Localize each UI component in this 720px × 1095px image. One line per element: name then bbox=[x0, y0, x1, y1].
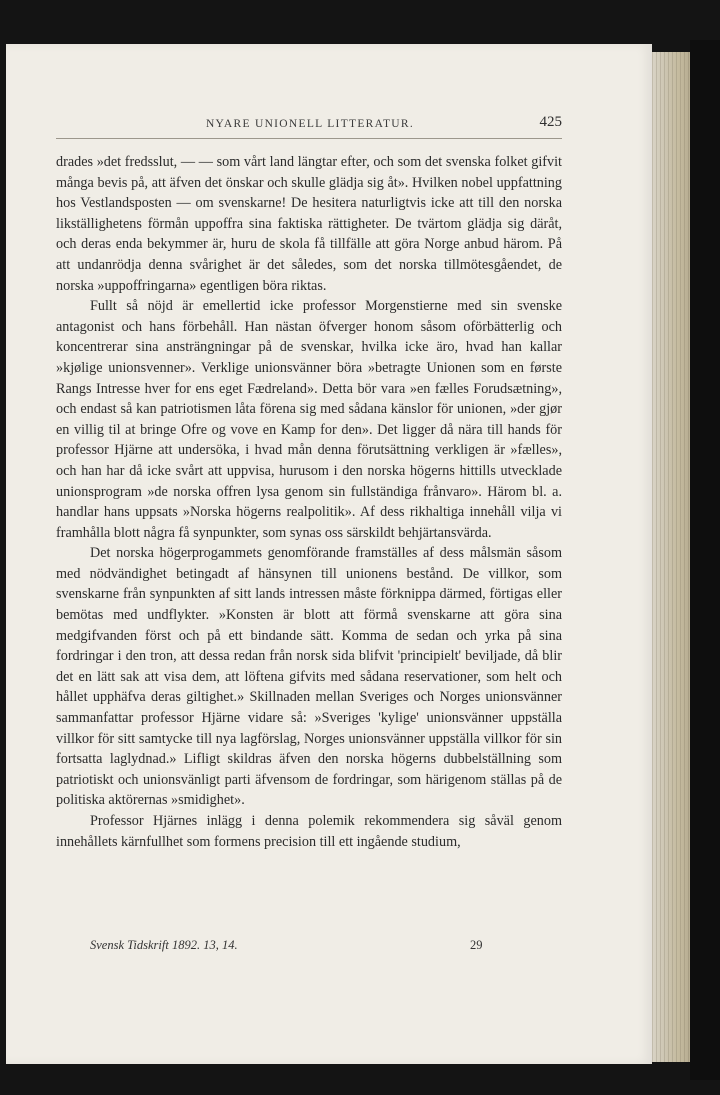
page-block-lines bbox=[652, 52, 690, 1062]
running-head: NYARE UNIONELL LITTERATUR. bbox=[205, 118, 415, 130]
paragraph: Fullt så nöjd är emellertid icke professor Morgenstierne med sin svenske antagonist och hans förbehåll. Han nästan öfverger honom såsom oförbätterlig och koncentrerar sina ansträngningar på de svenskar, hvilka icke äro, hvad han kallar »kjølige unionsvenner». Verklige unionsvänner böra »betragte Unionen som en første Rangs Intresse hver for ens eget Fædreland». Detta bör vara »en fælles Forudsætning», och endast så kan patriotismen låta förena sig med sådana känslor för unionen, »der gjør en villig til at bringe Ofre og vove en Kamp for den». Det ligger då nära till hands för professor Hjärne att undersöka, i hvad mån denna förutsättning verkligen är »fælles», och han har då icke svårt att uppvisa, hurusom i den norska högerns hittills utvecklade unionsprogram »de norska offren lysa genom sin fullständiga frånvaro». Härom bl. a. handlar hans uppsats »Norska högerns realpolitik». Af dess rikhaltiga innehåll vilja vi framhålla blott några få synpunkter, som synas oss särskildt behjärtansvärda. bbox=[56, 298, 562, 541]
signature-mark: 29 bbox=[470, 938, 483, 952]
header-rule bbox=[56, 138, 562, 139]
page-number: 425 bbox=[539, 114, 562, 130]
journal-footer: Svensk Tidskrift 1892. 13, 14. bbox=[90, 938, 238, 952]
paragraph: Det norska högerprogammets genomförande framställes af dess målsmän såsom med nödvändighet betingadt af hänsynen till unionens bestånd. De villkor, som svenskarne från synpunkten af sitt lands intressen måste förknippa därmed, förtigas eller bemötas med undflykter. »Konsten är blott att förmå svenskarne att göra sina medgifvanden först och på ett bindande sätt. Komma de sedan och yrka på sina fordringar i den tron, att dessa redan från norsk sida blifvit 'principielt' beviljade, då blir det en lätt sak att visa dem, att löftena gifvits med sådana reservationer, som helt och hållet upphäfva deras giltighet.» Skillnaden mellan Sveriges och Norges unionsvänner sammanfattar professor Hjärne vidare så: »Sveriges 'kylige' unionsvänner uppställa villkor för sitt samtycke till nya lagförslag, Norges unionsvänner uppställa villkor för sin fortsatta laglydnad.» Lifligt skildras äfven den norska högerns dubbelställning som patriotiskt och unionsvänligt parti äfvensom de fordringar, som härigenom ställas på de politiska aktörernas »smidighet». bbox=[56, 545, 562, 809]
book-edge-shadow bbox=[690, 40, 720, 1080]
body-text bbox=[56, 152, 562, 852]
paragraph: Professor Hjärnes inlägg i denna polemik rekommendera sig såväl genom innehållets kärnfullhet som formens precision till ett ingående studium, bbox=[56, 813, 562, 850]
paragraph: drades »det fredsslut, — — som vårt land längtar efter, och som det svenska folket gifvit många bevis på, att äfven det önskar och skulle glädja sig åt». Hvilken nobel uppfattning hos Vestlandsposten — om svenskarne! De hesitera naturligtvis icke att till den norska likställighetens förmån uppoffra sina faktiska rättigheter. De tvärtom glädja sig däråt, och deras enda bekymmer är, huru de skola få tillfälle att göra Norge anbud härom. På att undanrödja denna svårighet är det således, som det norska tillmötesgåendet, de norska »uppoffringarna» egentligen böra riktas. bbox=[56, 154, 562, 294]
